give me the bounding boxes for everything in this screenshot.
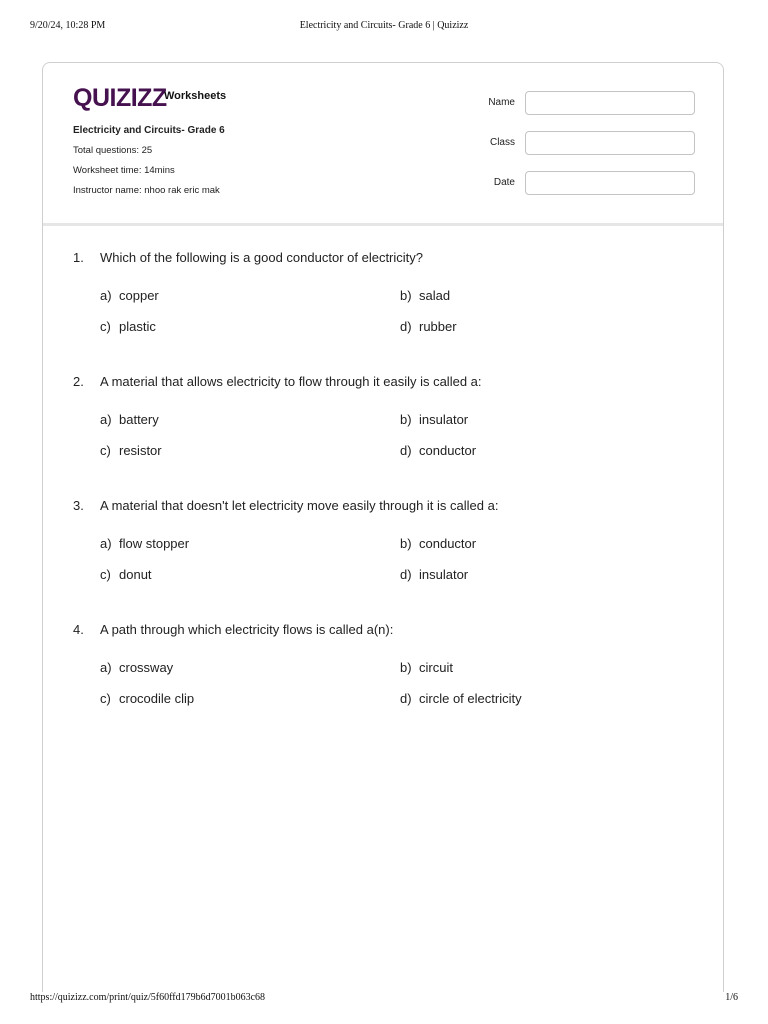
print-footer bbox=[30, 992, 738, 1006]
instructor-name: Instructor name: nhoo rak eric mak bbox=[73, 185, 220, 196]
option-letter: a) bbox=[100, 660, 112, 675]
worksheet-title: Electricity and Circuits- Grade 6 bbox=[73, 125, 225, 136]
question-number: 1. bbox=[73, 250, 84, 265]
option-text: conductor bbox=[419, 443, 477, 458]
option-a bbox=[100, 288, 159, 303]
option-letter: b) bbox=[400, 412, 412, 427]
option-text: conductor bbox=[419, 536, 477, 551]
option-letter: d) bbox=[400, 443, 412, 458]
option-letter: b) bbox=[400, 288, 412, 303]
print-url[interactable]: https://quizizz.com/print/quiz/5f60ffd179b6d7001b063c68 bbox=[30, 992, 266, 1003]
question-number: 4. bbox=[73, 622, 84, 637]
option-letter: d) bbox=[400, 319, 412, 334]
date-label: Date bbox=[493, 177, 515, 188]
option-a bbox=[100, 536, 189, 551]
option-b bbox=[400, 536, 476, 551]
option-letter: a) bbox=[100, 288, 112, 303]
print-header bbox=[30, 20, 738, 34]
option-text: donut bbox=[119, 567, 152, 582]
option-text: copper bbox=[119, 288, 159, 303]
option-b bbox=[400, 660, 453, 675]
question-number: 2. bbox=[73, 374, 84, 389]
date-field-row bbox=[463, 171, 695, 195]
print-datetime: 9/20/24, 10:28 PM bbox=[30, 20, 106, 31]
option-letter: a) bbox=[100, 412, 112, 427]
question-text: A material that allows electricity to flow through it easily is called a: bbox=[100, 374, 482, 389]
option-d bbox=[400, 691, 522, 706]
option-text: insulator bbox=[419, 567, 469, 582]
option-c bbox=[100, 567, 152, 582]
option-text: crocodile clip bbox=[119, 691, 195, 706]
option-letter: c) bbox=[100, 567, 111, 582]
option-c bbox=[100, 319, 156, 334]
page-number: 1/6 bbox=[725, 992, 738, 1003]
option-letter: c) bbox=[100, 319, 111, 334]
option-text: circle of electricity bbox=[419, 691, 522, 706]
class-label: Class bbox=[489, 137, 515, 148]
question-text: A material that doesn't let electricity move easily through it is called a: bbox=[100, 498, 499, 513]
worksheet-header bbox=[43, 63, 723, 226]
option-letter: c) bbox=[100, 691, 111, 706]
option-text: rubber bbox=[419, 319, 457, 334]
print-page-title: Electricity and Circuits- Grade 6 | Quizizz bbox=[299, 20, 469, 31]
option-text: circuit bbox=[419, 660, 453, 675]
option-letter: b) bbox=[400, 536, 412, 551]
option-a bbox=[100, 660, 173, 675]
option-d bbox=[400, 567, 468, 582]
question-text: Which of the following is a good conductor of electricity? bbox=[100, 250, 424, 265]
option-text: resistor bbox=[119, 443, 162, 458]
option-letter: b) bbox=[400, 660, 412, 675]
option-letter: d) bbox=[400, 567, 412, 582]
option-b bbox=[400, 412, 468, 427]
worksheet-time: Worksheet time: 14mins bbox=[73, 165, 175, 176]
option-letter: d) bbox=[400, 691, 412, 706]
name-field-row bbox=[463, 91, 695, 115]
option-text: insulator bbox=[419, 412, 469, 427]
option-b bbox=[400, 288, 450, 303]
option-d bbox=[400, 443, 476, 458]
brand-subtitle: Worksheets bbox=[164, 90, 227, 102]
question-number: 3. bbox=[73, 498, 84, 513]
option-letter: a) bbox=[100, 536, 112, 551]
option-text: battery bbox=[119, 412, 159, 427]
option-text: crossway bbox=[119, 660, 174, 675]
worksheet-sheet bbox=[42, 62, 724, 992]
option-a bbox=[100, 412, 159, 427]
option-text: flow stopper bbox=[119, 536, 190, 551]
option-text: plastic bbox=[119, 319, 156, 334]
class-field-row bbox=[463, 131, 695, 155]
option-d bbox=[400, 319, 457, 334]
date-input[interactable] bbox=[525, 171, 695, 195]
question-text: A path through which electricity flows is called a(n): bbox=[100, 622, 394, 637]
name-input[interactable] bbox=[525, 91, 695, 115]
name-label: Name bbox=[488, 97, 515, 108]
class-input[interactable] bbox=[525, 131, 695, 155]
option-c bbox=[100, 443, 162, 458]
total-questions: Total questions: 25 bbox=[73, 145, 153, 156]
option-letter: c) bbox=[100, 443, 111, 458]
option-text: salad bbox=[419, 288, 451, 303]
quizizz-logo: QUIZIZZ bbox=[73, 84, 167, 112]
option-c bbox=[100, 691, 194, 706]
